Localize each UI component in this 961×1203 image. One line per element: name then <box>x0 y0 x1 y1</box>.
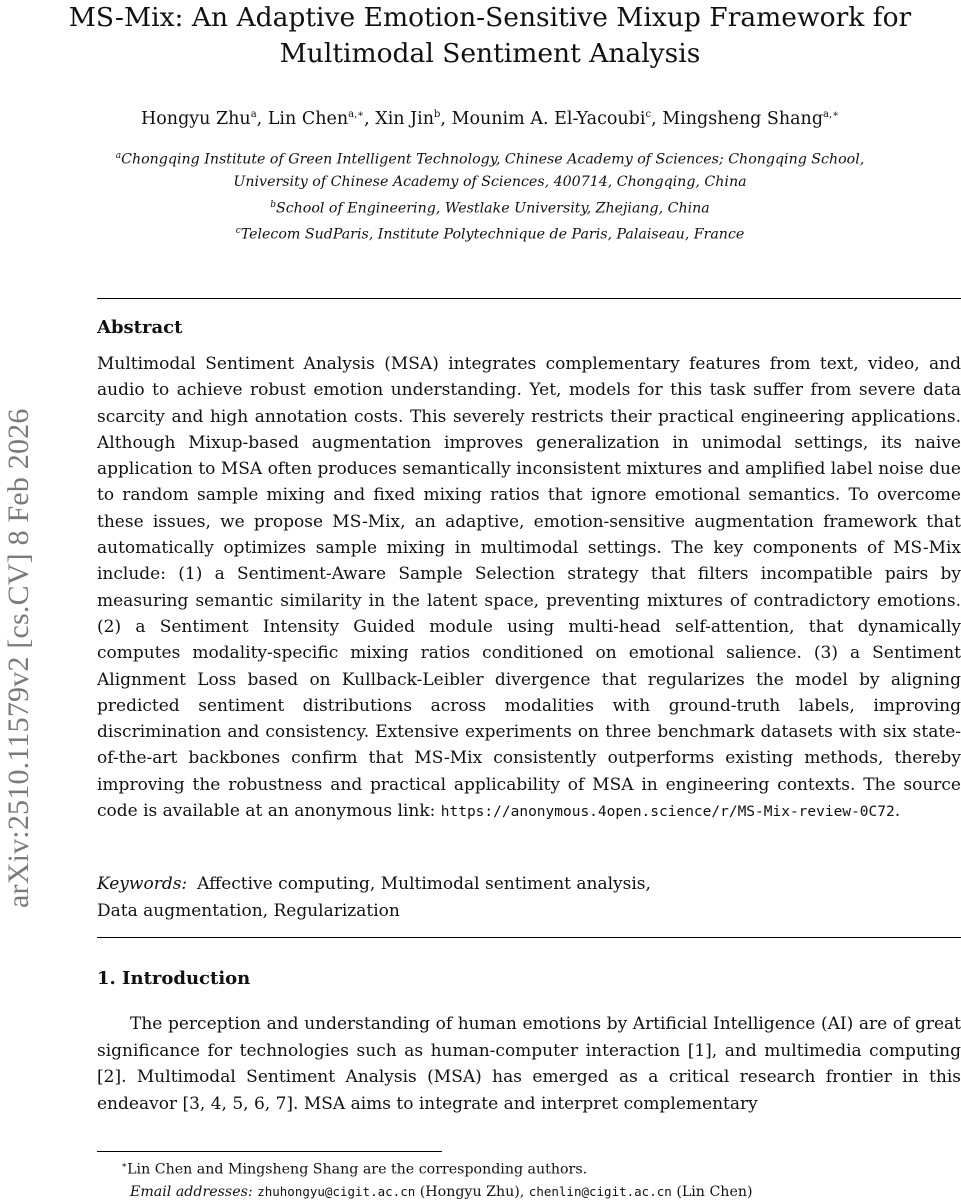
author-sup: a,∗ <box>348 109 365 120</box>
footnote <box>97 1156 961 1203</box>
keywords-line-2: Data augmentation, Regularization <box>97 900 400 921</box>
abstract-heading: Abstract <box>97 317 183 338</box>
title-line-2: Multimodal Sentiment Analysis <box>279 38 701 69</box>
author-sup: a <box>250 109 257 120</box>
keywords-line-1: Affective computing, Multimodal sentiment analysis, <box>197 874 651 894</box>
author-name: Hongyu Zhu <box>141 108 251 129</box>
affiliation-c: $^c$Telecom SudParis, Institute Polytechnique de Paris, Palaiseau, France <box>235 225 745 243</box>
abstract-text: Multimodal Sentiment Analysis (MSA) integrates complementary features from text, video, and audio to achieve robust emotion understanding. Yet, models for this task suffer from severe data scarcity and high annotation costs. This severely restricts their practical engineering applications. Although Mixup-based augmentation improves generalization in unimodal settings, its naive application to MSA often produces semantically inconsistent mixtures and amplified label noise due to random sample mixing and fixed mixing ratios that ignore emotional semantics. To overcome these issues, we propose MS-Mix, an adaptive, emotion-sensitive augmentation framework that automatically optimizes sample mixing in multimodal settings. The key components of MS-Mix include: (1) a Sentiment-Aware Sample Selection strategy that filters incompatible pairs by measuring semantic similarity in the latent space, preventing mixtures of contradictory emotions. (2) a Sentiment Intensity Guided module using multi-head self-attention, that dynamically computes modality-specific mixing ratios conditioned on emotional salience. (3) a Sentiment Alignment Loss based on Kullback-Leibler divergence that regularizes the model by aligning predicted sentiment distributions across modalities with ground-truth labels, improving discrimination and consistency. Extensive experiments on three benchmark datasets with six state-of-the-art backbones confirm that MS-Mix consistently outperforms existing methods, thereby improving the robustness and practical applicability of MSA in engineering contexts. The source code is available at an anonymous link: <box>97 354 961 822</box>
footnote-rule <box>97 1151 442 1152</box>
footnote-corresponding: ∗Lin Chen and Mingsheng Shang are the corresponding authors. <box>121 1161 588 1178</box>
arxiv-identifier: arXiv:2510.11579v2 [cs.CV] 8 Feb 2026 <box>2 408 35 908</box>
email-label: Email addresses: <box>130 1183 253 1200</box>
title-line-1: MS-Mix: An Adaptive Emotion-Sensitive Mixup Framework for <box>68 2 912 33</box>
affiliations <box>80 145 900 246</box>
email-link-zhu[interactable]: zhuhongyu@cigit.ac.cn <box>257 1183 416 1199</box>
author-sup: a,∗ <box>823 109 839 120</box>
author-name: Mingsheng Shang <box>662 108 824 129</box>
affiliation-a-cont: University of Chinese Academy of Sciences, 400714, Chongqing, China <box>233 174 747 191</box>
keywords-label: Keywords: <box>97 874 188 894</box>
affiliation-a: $^a$Chongqing Institute of Green Intelligent Technology, Chinese Academy of Sciences; Chongqing School, <box>115 151 865 168</box>
email-link-chen[interactable]: chenlin@cigit.ac.cn <box>528 1183 672 1199</box>
author-sup: b <box>434 109 441 120</box>
author-name: Xin Jin <box>375 108 435 129</box>
author-list: Hongyu Zhu$^a$, Lin Chen$^{a,∗}$, Xin Jin$^b$, Mounim A. El-Yacoubi$^c$, Mingsheng Shang$^{a,∗}$ <box>141 108 839 129</box>
author-name: Mounim A. El-Yacoubi <box>451 108 646 129</box>
affiliation-b: $^b$School of Engineering, Westlake University, Zhejiang, China <box>270 199 710 217</box>
keywords <box>97 871 961 924</box>
abstract-top-rule <box>97 298 961 299</box>
introduction-body: The perception and understanding of human emotions by Artificial Intelligence (AI) are of great significance for technologies such as human-computer interaction [1], and multimedia computing [2]. Multimodal Sentiment Analysis (MSA) has emerged as a critical research frontier in this endeavor [3, 4, 5, 6, 7]. MSA aims to integrate and interpret complementary <box>97 1014 961 1114</box>
code-link[interactable]: https://anonymous.4open.science/r/MS-Mix-review-0C72 <box>440 804 895 821</box>
introduction-heading: 1. Introduction <box>97 968 251 989</box>
abstract-body: Multimodal Sentiment Analysis (MSA) integrates complementary features from text, video, and audio to achieve robust emotion understanding. Yet, models for this task suffer from severe data scarcity and high annotation costs. This severely restricts their practical engineering applications. Although Mixup-based augmentation improves generalization in unimodal settings, its naive application to MSA often produces semantically inconsistent mixtures and amplified label noise due to random sample mixing and fixed mixing ratios that ignore emotional semantics. To overcome these issues, we propose MS-Mix, an adaptive, emotion-sensitive augmentation framework that automatically optimizes sample mixing in multimodal settings. The key components of MS-Mix include: (1) a Sentiment-Aware Sample Selection strategy that filters incompatible pairs by measuring semantic similarity in the latent space, preventing mixtures of contradictory emotions. (2) a Sentiment Intensity Guided module using multi-head self-attention, that dynamically computes modality-specific mixing ratios conditioned on emotional salience. (3) a Sentiment Alignment Loss based on Kullback-Leibler divergence that regularizes the model by aligning predicted sentiment distributions across modalities with ground-truth labels, improving discrimination and consistency. Extensive experiments on three benchmark datasets with six state-of-the-art backbones confirm that MS-Mix consistently outperforms existing methods, thereby improving the robustness and practical applicability of MSA in engineering contexts. The source code is available at an anonymous link: https://anonymous.4open.science/r/MS-Mix-review-0C72. <box>97 354 961 822</box>
abstract-bottom-rule <box>97 937 961 938</box>
paper-title <box>60 0 920 72</box>
footnote-emails: Email addresses: zhuhongyu@cigit.ac.cn (Hongyu Zhu), chenlin@cigit.ac.cn (Lin Chen) <box>130 1183 753 1200</box>
author-name: Lin Chen <box>267 108 349 129</box>
author-sup: c <box>645 109 652 120</box>
